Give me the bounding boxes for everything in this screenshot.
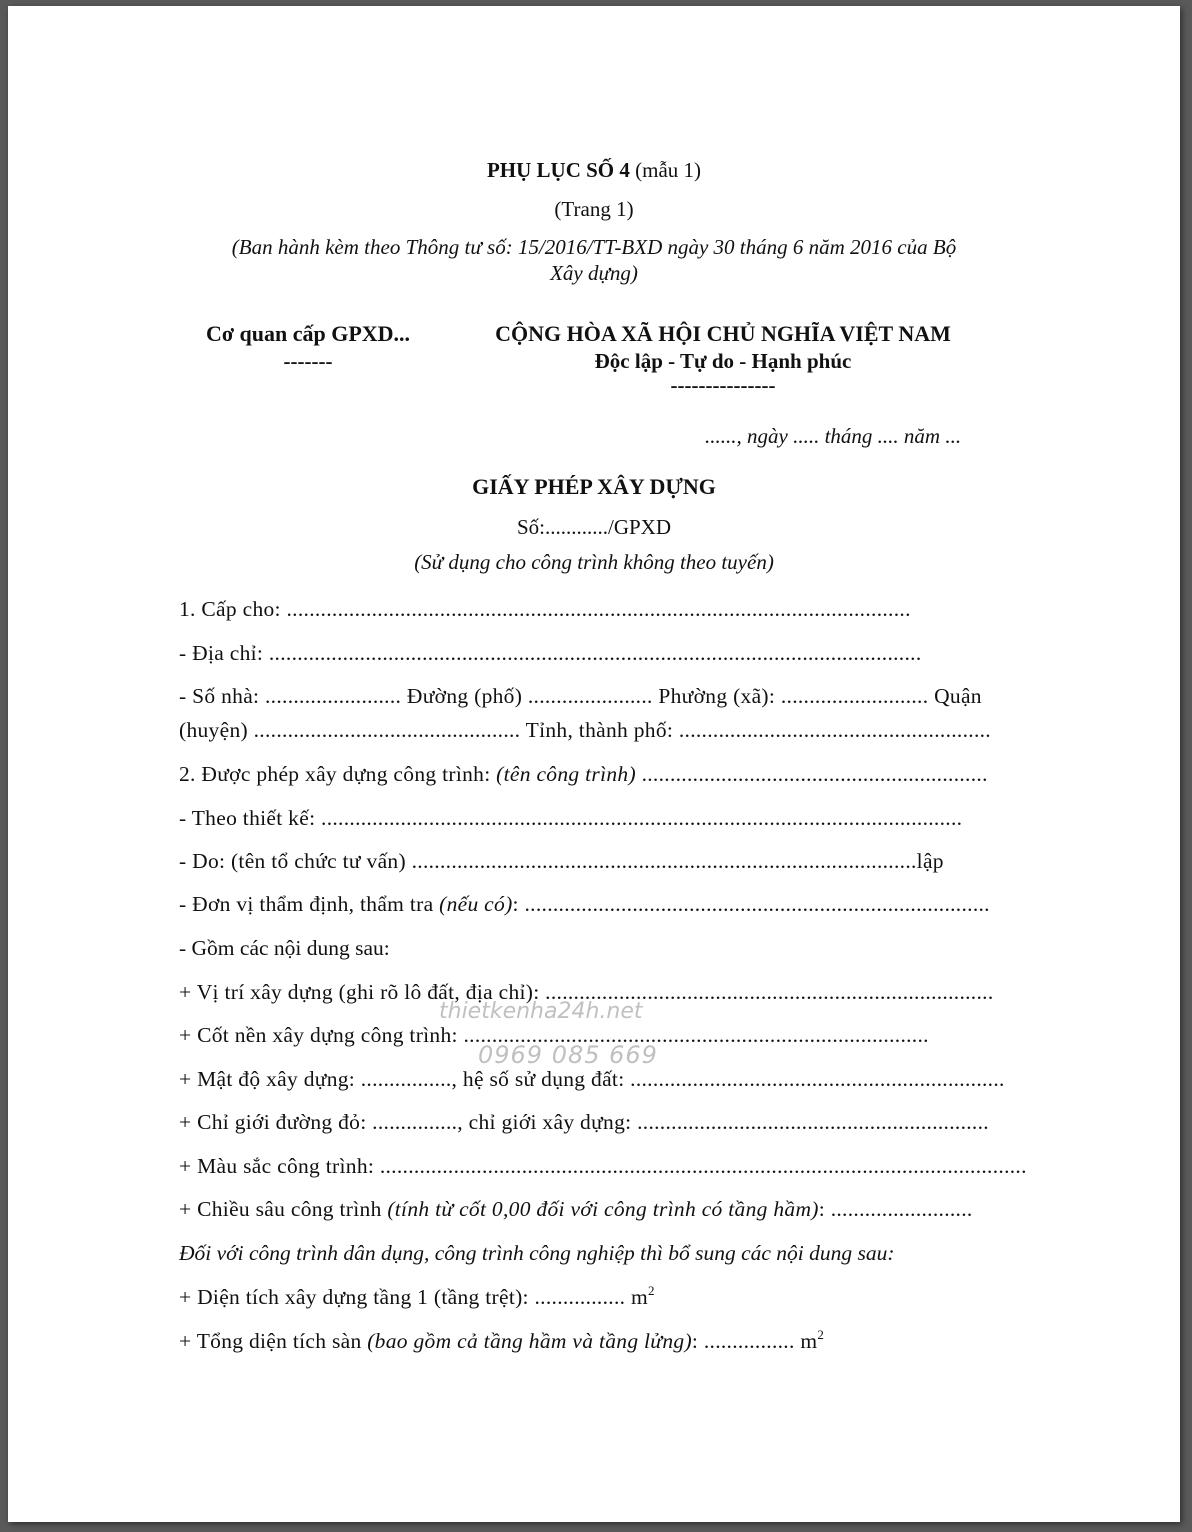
country-name: CỘNG HÒA XÃ HỘI CHỦ NGHĨA VIỆT NAM bbox=[495, 321, 951, 346]
ground-area-label: + Diện tích xây dựng tầng 1 (tầng trệt): ................ m bbox=[179, 1285, 648, 1309]
permitted-label: 2. Được phép xây dựng công trình: bbox=[179, 762, 497, 786]
total-floor-unit-sup: 2 bbox=[817, 1327, 825, 1342]
agency-rule: ------- bbox=[283, 349, 333, 373]
field-ground-floor-area bbox=[179, 1284, 655, 1310]
motto-rule: --------------- bbox=[670, 373, 776, 397]
field-boundary: + Chỉ giới đường đỏ: ..............., chỉ giới xây dựng: .............................................................. bbox=[179, 1110, 989, 1134]
field-total-floor-area bbox=[179, 1328, 824, 1354]
field-foundation-level: + Cốt nền xây dựng công trình: .................................................................................. bbox=[179, 1023, 929, 1047]
field-color: + Màu sắc công trình: .................................................................................................................. bbox=[179, 1154, 1027, 1178]
ground-area-unit-sup: 2 bbox=[648, 1283, 655, 1298]
field-consultant: - Do: (tên tổ chức tư vấn) .........................................................................................lập bbox=[179, 849, 944, 873]
field-design: - Theo thiết kế: ................................................................................................................. bbox=[179, 806, 963, 830]
field-house-number: - Số nhà: ........................ Đường (phố) ...................... Phường (xã): .......................... Quận bbox=[179, 684, 982, 708]
document-title: GIẤY PHÉP XÂY DỰNG bbox=[472, 474, 716, 499]
appraisal-dots: : .................................................................................. bbox=[512, 892, 990, 916]
depth-italic: (tính từ cốt 0,00 đối với công trình có tầng hầm) bbox=[387, 1197, 819, 1221]
usage-note: (Sử dụng cho công trình không theo tuyến) bbox=[414, 550, 774, 574]
field-location: + Vị trí xây dựng (ghi rõ lô đất, địa chỉ): ............................................................................... bbox=[179, 980, 994, 1004]
field-density: + Mật độ xây dựng: ................, hệ số sử dụng đất: .................................................................. bbox=[179, 1067, 1005, 1091]
field-appraisal bbox=[179, 891, 990, 917]
depth-dots: : ......................... bbox=[818, 1197, 973, 1221]
watermark-site: thietkenha24h.net bbox=[439, 999, 643, 1024]
field-district-province: (huyện) ............................................... Tỉnh, thành phố: ....................................................... bbox=[179, 718, 991, 742]
page-label: (Trang 1) bbox=[554, 197, 634, 221]
permitted-italic: (tên công trình) bbox=[496, 762, 636, 786]
issued-note-line2: Xây dựng) bbox=[550, 261, 638, 285]
total-floor-dots: : ................ m bbox=[691, 1329, 818, 1353]
field-grant-to: 1. Cấp cho: .............................................................................................................. bbox=[179, 597, 911, 621]
issuing-agency: Cơ quan cấp GPXD... bbox=[205, 321, 411, 346]
appendix-form-note: (mẫu 1) bbox=[635, 158, 702, 182]
total-floor-italic: (bao gồm cả tầng hầm và tầng lửng) bbox=[367, 1329, 692, 1353]
field-address: - Địa chỉ: ................................................................................................................... bbox=[179, 641, 922, 665]
field-permitted-work bbox=[179, 761, 988, 787]
permitted-dots: ............................................................. bbox=[635, 762, 988, 786]
national-motto: Độc lập - Tự do - Hạnh phúc bbox=[594, 349, 852, 373]
depth-label: + Chiều sâu công trình bbox=[179, 1197, 388, 1221]
appendix-title: PHỤ LỤC SỐ 4 bbox=[486, 158, 630, 182]
document-page bbox=[8, 6, 1180, 1522]
field-depth bbox=[179, 1196, 973, 1222]
permit-number: Số:............/GPXD bbox=[516, 515, 672, 539]
issued-note-line1: (Ban hành kèm theo Thông tư số: 15/2016/TT-BXD ngày 30 tháng 6 năm 2016 của Bộ bbox=[231, 235, 957, 259]
watermark-phone: 0969 085 669 bbox=[478, 1041, 658, 1069]
appendix-heading bbox=[8, 158, 1180, 183]
civil-works-note: Đối với công trình dân dụng, công trình công nghiệp thì bổ sung các nội dung sau: bbox=[179, 1241, 895, 1265]
appraisal-italic: (nếu có) bbox=[439, 892, 513, 916]
date-line: ......, ngày ..... tháng .... năm ... bbox=[705, 424, 962, 448]
total-floor-label: + Tổng diện tích sàn bbox=[179, 1329, 368, 1353]
contents-intro: - Gồm các nội dung sau: bbox=[179, 936, 390, 960]
appraisal-label: - Đơn vị thẩm định, thẩm tra bbox=[179, 892, 440, 916]
